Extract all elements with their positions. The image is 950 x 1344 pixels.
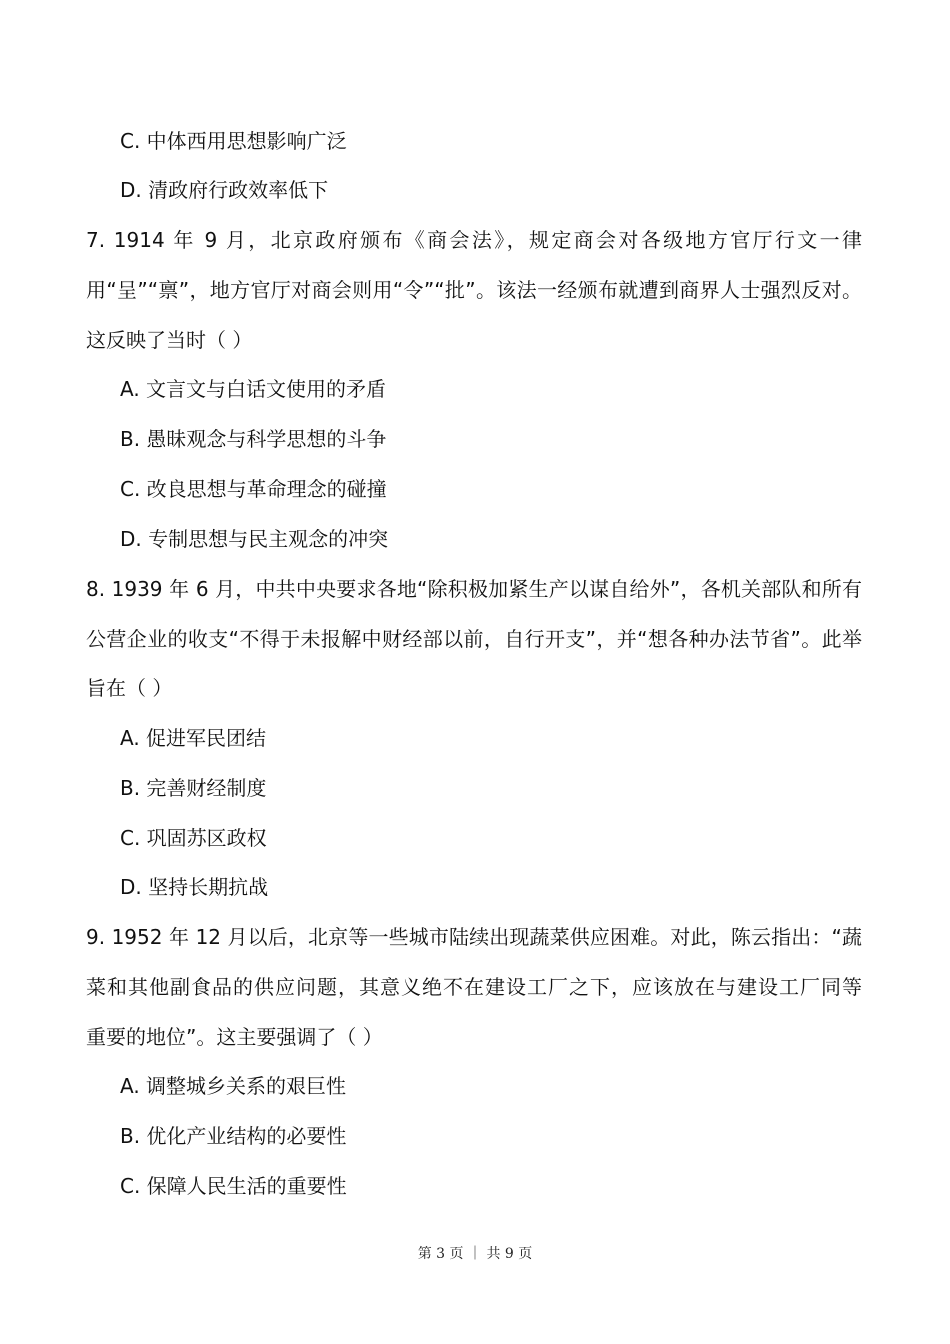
option-6d: D. 清政府行政效率低下 bbox=[120, 178, 329, 202]
option-b: B. 愚昧观念与科学思想的斗争 bbox=[120, 427, 387, 451]
option-d: D. 专制思想与民主观念的冲突 bbox=[120, 527, 389, 551]
question-stem-line: 8. 1939 年 6 月，中共中央要求各地“除积极加紧生产以谋自给外”，各机关部队和所有 bbox=[86, 577, 862, 601]
option-a: A. 调整城乡关系的艰巨性 bbox=[120, 1074, 347, 1098]
question-stem-line: 这反映了当时（ ） bbox=[86, 328, 253, 352]
option-a: A. 文言文与白话文使用的矛盾 bbox=[120, 377, 387, 401]
question-stem-line: 用“呈”“禀”，地方官厅对商会则用“令”“批”。该法一经颁布就遭到商界人士强烈反对。 bbox=[86, 278, 862, 302]
option-c: C. 保障人民生活的重要性 bbox=[120, 1174, 347, 1198]
option-d: D. 坚持长期抗战 bbox=[120, 875, 269, 899]
option-b: B. 完善财经制度 bbox=[120, 776, 267, 800]
question-stem-line: 菜和其他副食品的供应问题，其意义绝不在建设工厂之下，应该放在与建设工厂同等 bbox=[86, 975, 862, 999]
page-footer: 第 3 页 ｜ 共 9 页 bbox=[417, 1246, 533, 1262]
option-6c: C. 中体西用思想影响广泛 bbox=[120, 129, 347, 153]
question-stem-line: 公营企业的收支“不得于未报解中财经部以前，自行开支”，并“想各种办法节省”。此举 bbox=[86, 627, 862, 651]
question-stem-line: 7. 1914 年 9 月，北京政府颁布《商会法》，规定商会对各级地方官厅行文一律 bbox=[86, 228, 862, 252]
option-c: C. 巩固苏区政权 bbox=[120, 826, 267, 850]
question-stem-line: 9. 1952 年 12 月以后，北京等一些城市陆续出现蔬菜供应困难。对此，陈云指出：“蔬 bbox=[86, 925, 862, 949]
option-b: B. 优化产业结构的必要性 bbox=[120, 1124, 347, 1148]
option-a: A. 促进军民团结 bbox=[120, 726, 267, 750]
question-stem-line: 旨在（ ） bbox=[86, 676, 173, 700]
option-c: C. 改良思想与革命理念的碰撞 bbox=[120, 477, 387, 501]
question-stem-line: 重要的地位”。这主要强调了（ ） bbox=[86, 1025, 383, 1049]
